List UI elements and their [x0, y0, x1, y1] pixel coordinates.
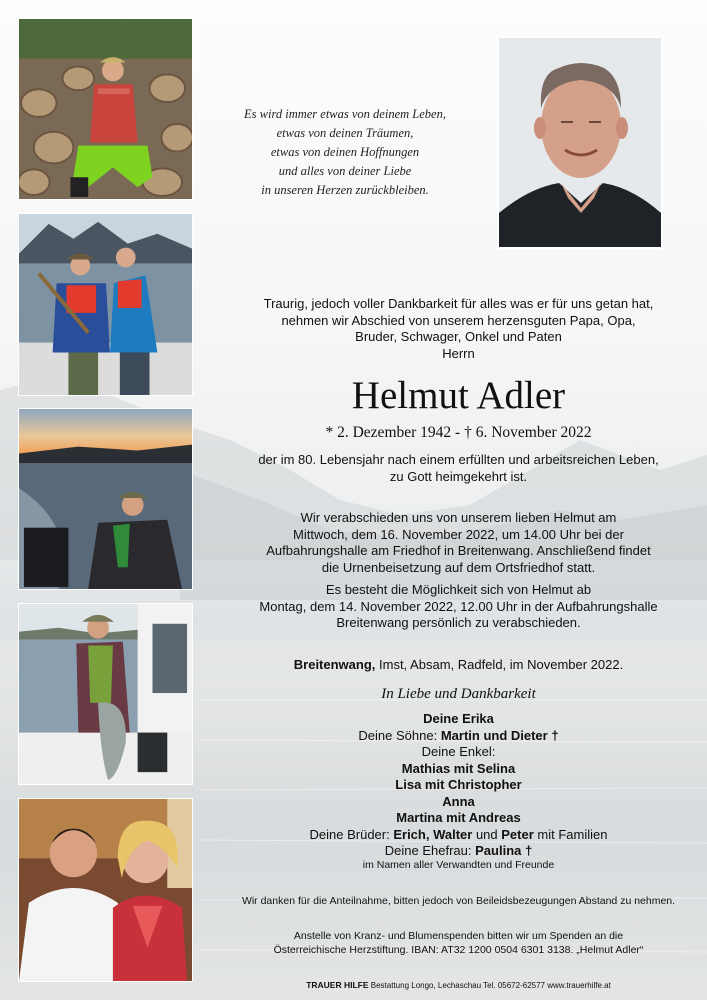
sons-names: Martin und Dieter † — [440, 727, 559, 743]
farewell-line: Aufbahrungshalle am Friedhof in Breitenwang. Anschließend findet — [266, 543, 651, 558]
viewing-line: Breitenwang persönlich zu verabschieden. — [336, 615, 581, 630]
deceased-name: Helmut Adler — [351, 374, 566, 417]
brothers-suffix: mit Familien — [533, 826, 608, 842]
photo-log-pile — [18, 18, 193, 200]
place-date — [210, 657, 707, 674]
brothers-and: und — [472, 826, 502, 842]
intro-line: Herrn — [442, 345, 475, 361]
poem-line: etwas von deinen Hoffnungen — [270, 145, 420, 159]
viewing-line: Es besteht die Möglichkeit sich von Helmut ab — [325, 582, 592, 597]
thanks-line: Wir danken für die Anteilnahme, bitten jedoch von Beileidsbezeugungen Abstand zu nehmen. — [241, 895, 676, 907]
donation-line: Anstelle von Kranz- und Blumenspenden bitten wir um Spenden an die — [293, 930, 624, 942]
intro-line: Bruder, Schwager, Onkel und Paten — [355, 329, 562, 344]
poem-line: in unseren Herzen zurückbleiben. — [261, 183, 429, 197]
brothers-label: Deine Brüder: — [309, 826, 394, 842]
grandchildren-label: Deine Enkel: — [421, 744, 496, 759]
farewell-line: die Urnenbeisetzung auf dem Ortsfriedhof statt. — [321, 559, 596, 575]
farewell-line: Mittwoch, dem 16. November 2022, um 14.00 Uhr bei der — [293, 526, 624, 542]
place-rest: Imst, Absam, Radfeld, im November 2022. — [375, 657, 624, 672]
age-text — [210, 452, 707, 485]
photo-boat-mountains — [18, 213, 193, 396]
grandchild: Martina mit Andreas — [396, 810, 521, 825]
sons-label: Deine Söhne: — [358, 727, 441, 743]
photo-sunset-boat — [18, 408, 193, 590]
mourners-list — [210, 711, 707, 860]
life-dates: * 2. Dezember 1942 - † 6. November 2022 — [325, 424, 592, 441]
grandchild: Mathias mit Selina — [401, 760, 516, 776]
age-line: zu Gott heimgekehrt ist. — [389, 468, 528, 484]
mourner-erika: Deine Erika — [423, 711, 494, 726]
brothers-names-b: Peter — [501, 826, 534, 842]
portrait-photo — [497, 36, 663, 249]
in-love-heading: In Liebe und Dankbarkeit — [381, 686, 536, 702]
donation-line: Österreichische Herzstiftung. IBAN: AT32 1200 0504 6301 3138. „Helmut Adler“ — [273, 944, 644, 956]
poem-line: etwas von deinen Träumen, — [276, 126, 414, 140]
relatives-line: im Namen aller Verwandten und Freunde — [362, 859, 555, 871]
place-bold: Breitenwang, — [293, 657, 376, 672]
footer-text: Bestattung Longo, Lechaschau Tel. 05672-62577 www.trauerhilfe.at — [368, 981, 611, 990]
footer-brand: TRAUER HILFE — [306, 980, 369, 990]
intro-text — [210, 296, 707, 362]
poem-line: Es wird immer etwas von deinem Leben, — [244, 107, 446, 121]
intro-line: nehmen wir Abschied von unserem herzensguten Papa, Opa, — [281, 312, 636, 328]
poem-line: und alles von deiner Liebe — [278, 164, 412, 178]
brothers-names-a: Erich, Walter — [393, 826, 473, 842]
poem — [205, 105, 485, 200]
farewell-text — [210, 510, 707, 576]
wife-name: Paulina † — [475, 843, 533, 858]
photo-couple — [18, 798, 193, 982]
age-line: der im 80. Lebensjahr nach einem erfüllten und arbeitsreichen Leben, — [258, 452, 659, 467]
intro-line: Traurig, jedoch voller Dankbarkeit für alles was er für uns getan hat, — [263, 296, 654, 311]
donation-text — [210, 929, 707, 957]
grandchild: Anna — [442, 793, 475, 809]
grandchild: Lisa mit Christopher — [395, 777, 522, 792]
wife-label: Deine Ehefrau: — [384, 843, 476, 858]
photo-fishing — [18, 603, 193, 785]
footer — [210, 980, 707, 991]
viewing-line: Montag, dem 14. November 2022, 12.00 Uhr in der Aufbahrungshalle — [259, 598, 658, 614]
viewing-text — [210, 582, 707, 632]
farewell-line: Wir verabschieden uns von unserem lieben Helmut am — [300, 510, 617, 525]
